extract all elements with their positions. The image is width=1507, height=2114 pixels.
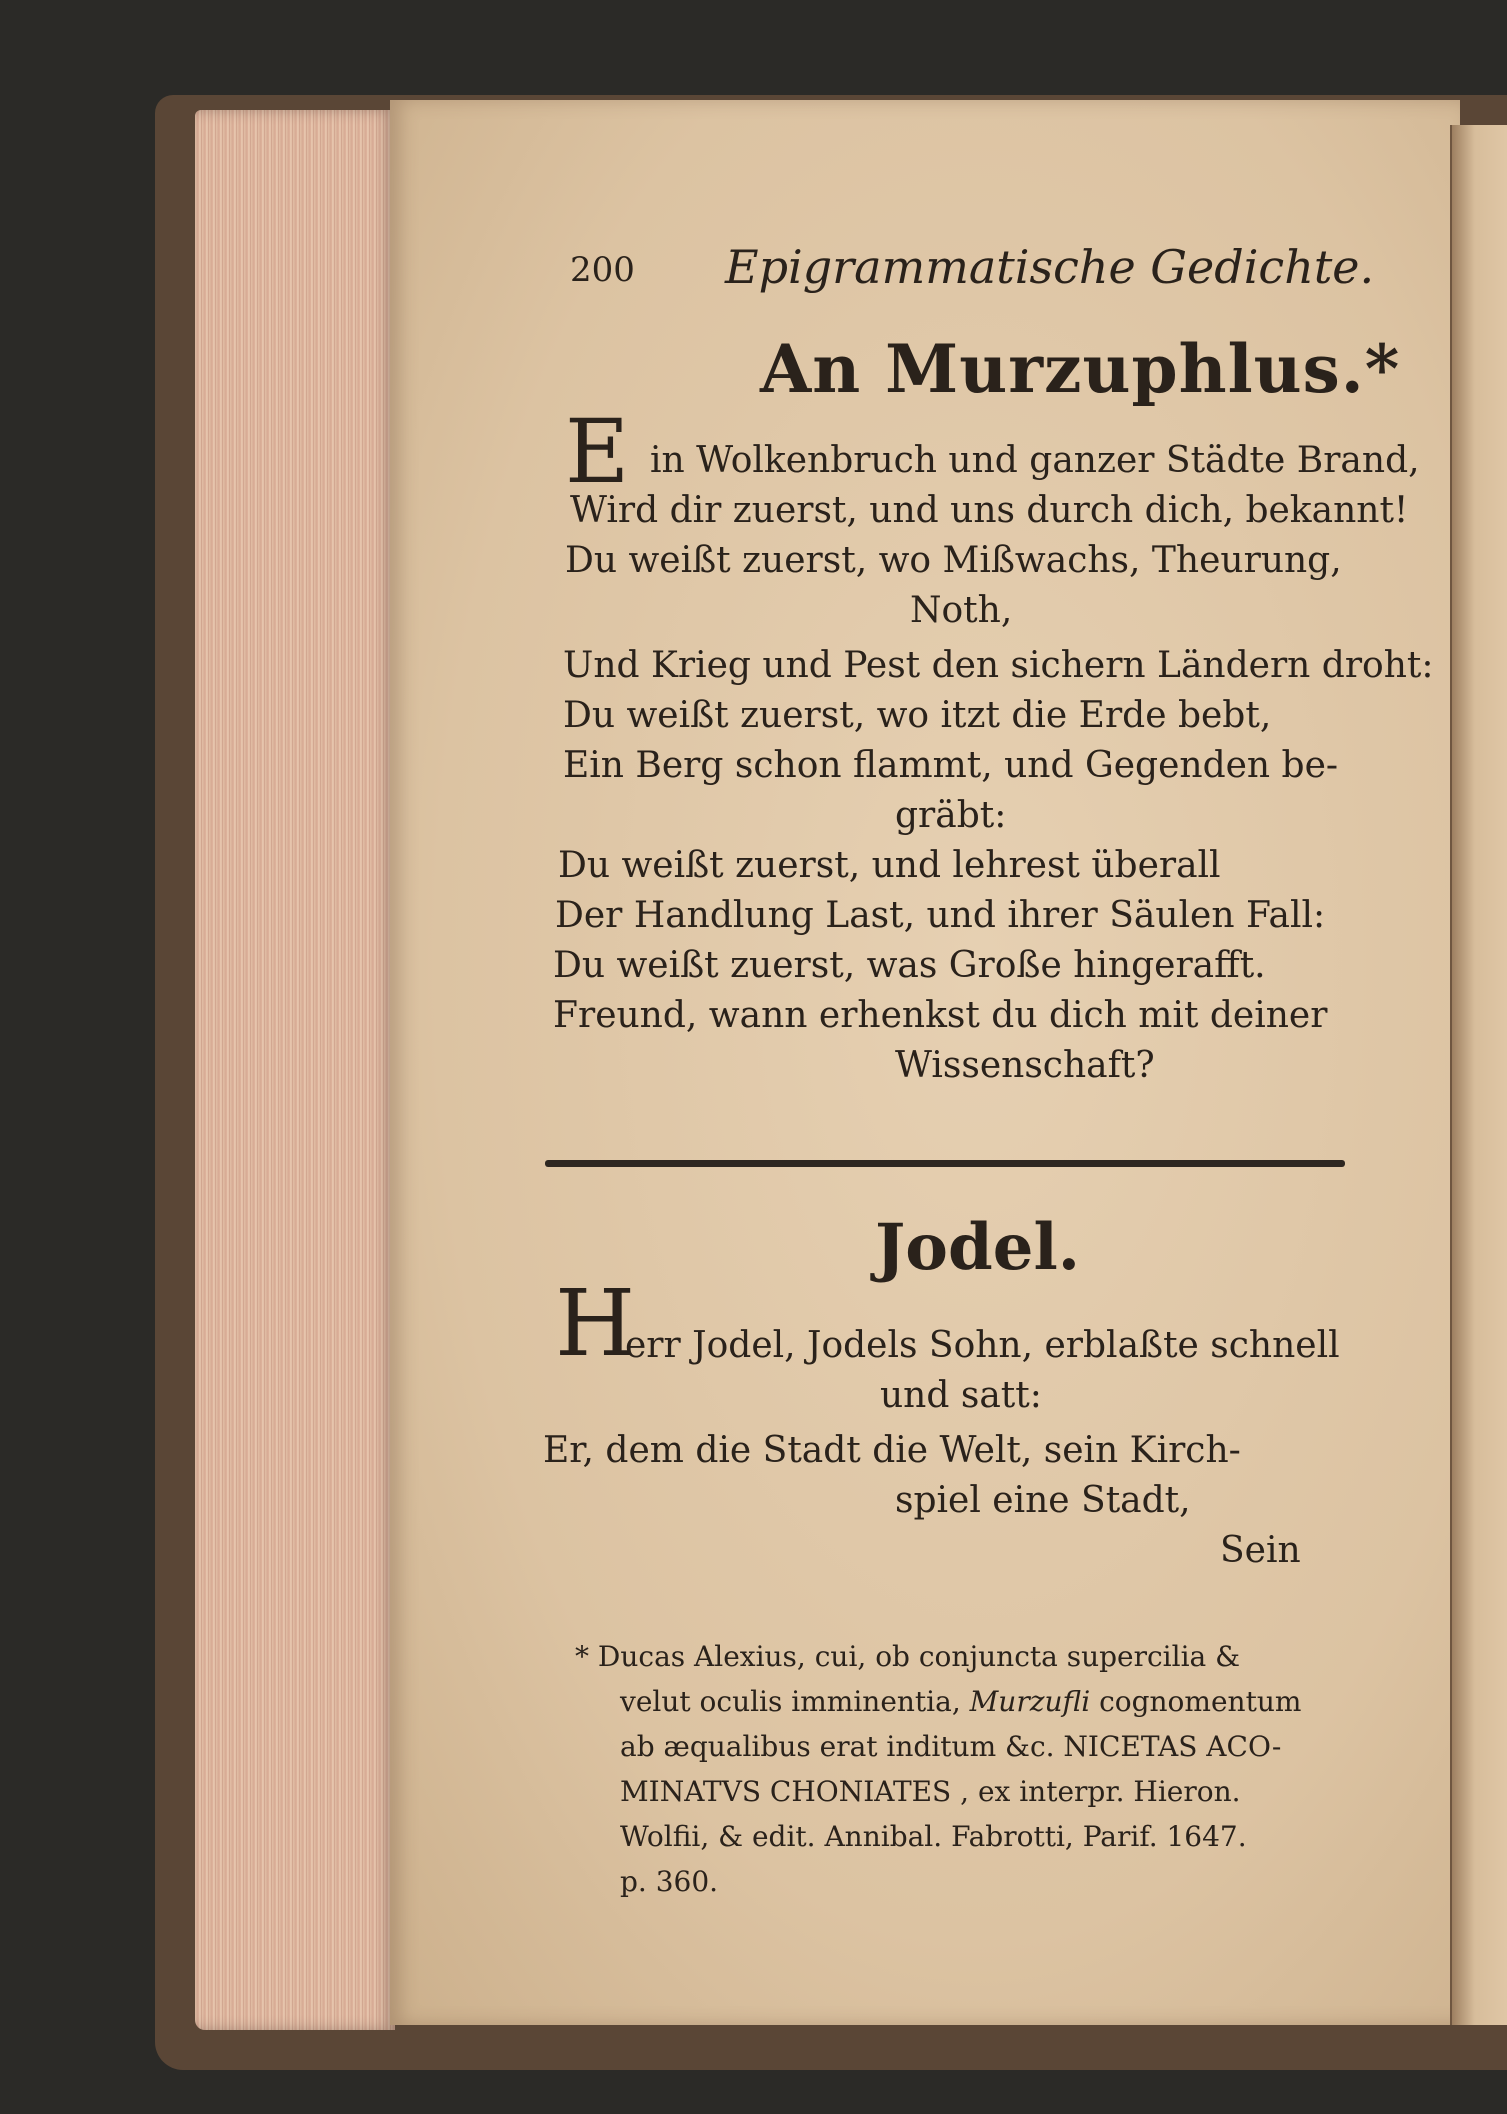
- footnote-line-2: [620, 1685, 1301, 1718]
- footnote-line-3: ab æqualibus erat inditum &c. NICETAS ACO-: [620, 1730, 1282, 1763]
- page-number: 200: [570, 250, 635, 290]
- poem1-line-7: Ein Berg schon flammt, und Gegenden be-: [563, 745, 1339, 786]
- footnote-italic-name: Murzufli: [969, 1685, 1091, 1718]
- poem2-line-2: und satt:: [880, 1375, 1042, 1416]
- footnote-line-5: Wolfii, & edit. Annibal. Fabrotti, Parif. 1647.: [620, 1820, 1247, 1853]
- footnote-text-b: cognomentum: [1099, 1685, 1302, 1718]
- footnote-text-a: velut oculis imminentia,: [620, 1685, 961, 1718]
- poem2-line-4: spiel eine Stadt,: [895, 1480, 1191, 1521]
- poem1-line-4: Noth,: [910, 590, 1013, 631]
- poem1-line-12: Freund, wann erhenkst du dich mit deiner: [553, 995, 1328, 1036]
- poem1-line-1: in Wolkenbruch und ganzer Städte Brand,: [650, 440, 1420, 481]
- dropcap-e: E: [565, 400, 630, 503]
- footnote-line-4: MINATVS CHONIATES , ex interpr. Hieron.: [620, 1775, 1241, 1808]
- poem1-line-3: Du weißt zuerst, wo Mißwachs, Theurung,: [565, 540, 1342, 581]
- poem1-line-13: Wissenschaft?: [895, 1045, 1155, 1086]
- poem2-line-3: Er, dem die Stadt die Welt, sein Kirch-: [543, 1430, 1241, 1471]
- poem1-line-11: Du weißt zuerst, was Große hingerafft.: [553, 945, 1266, 986]
- section-divider: [545, 1160, 1345, 1167]
- poem2-line-1: err Jodel, Jodels Sohn, erblaßte schnell: [625, 1325, 1340, 1366]
- poem-title-murzuphlus: An Murzuphlus.*: [760, 330, 1401, 408]
- page-edges: [195, 110, 395, 2030]
- poem1-line-9: Du weißt zuerst, und lehrest überall: [558, 845, 1221, 886]
- poem-title-jodel: Jodel.: [875, 1210, 1081, 1285]
- poem1-line-10: Der Handlung Last, und ihrer Säulen Fall:: [555, 895, 1326, 936]
- footnote-line-1: * Ducas Alexius, cui, ob conjuncta supercilia &: [575, 1640, 1241, 1673]
- poem1-line-8: gräbt:: [895, 795, 1007, 836]
- dropcap-h: H: [555, 1270, 636, 1377]
- facing-page-edge: [1450, 125, 1507, 2025]
- poem1-line-2: Wird dir zuerst, und uns durch dich, bekannt!: [570, 490, 1409, 531]
- poem1-line-6: Du weißt zuerst, wo itzt die Erde bebt,: [563, 695, 1272, 736]
- footnote-line-6: p. 360.: [620, 1865, 719, 1898]
- poem1-line-5: Und Krieg und Pest den sichern Ländern droht:: [563, 645, 1434, 686]
- catchword: Sein: [1220, 1530, 1301, 1571]
- running-title: Epigrammatische Gedichte.: [725, 240, 1375, 294]
